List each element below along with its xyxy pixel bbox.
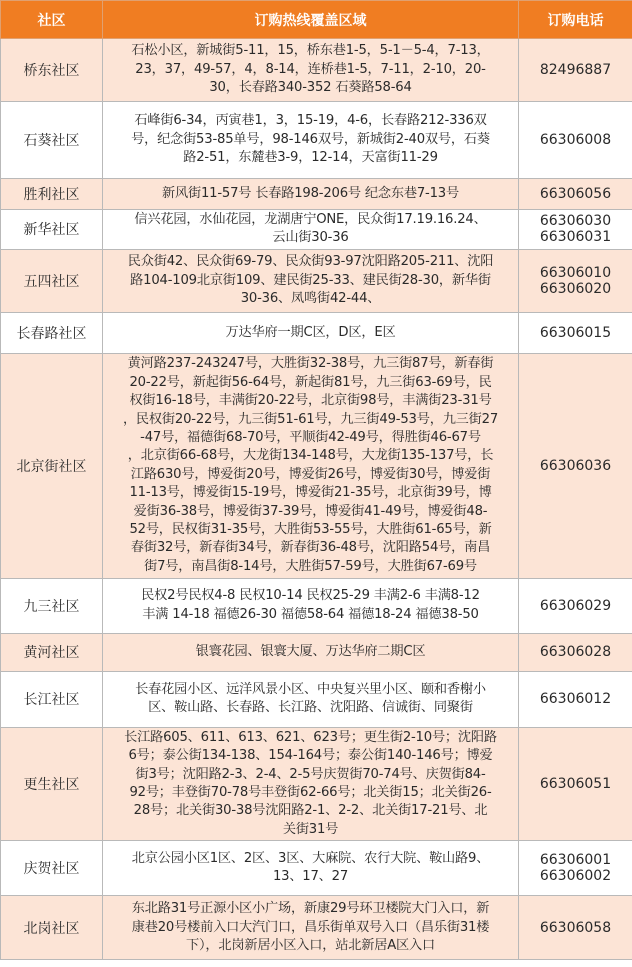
phone-number: 66306010 <box>539 264 612 281</box>
coverage-area-line: 30-36、凤鸣街42-44、 <box>240 291 381 307</box>
header-area: 订购热线覆盖区域 <box>103 1 519 39</box>
table-row <box>1 896 632 960</box>
coverage-area-line: 区、鞍山路、长春路、长江路、沈阳路、信诚街、同聚街 <box>148 700 473 716</box>
coverage-area <box>103 353 519 578</box>
coverage-area <box>103 727 519 840</box>
table-row <box>1 578 632 633</box>
coverage-area-line: 江路630号，博爱街20号，博爱街26号，博爱街30号，博爱街 <box>130 466 491 482</box>
coverage-area-line: 东北路31号正源小区小广场，新康29号环卫楼院大门入口，新 <box>131 901 490 917</box>
coverage-area-line: 北京公园小区1区、2区、3区、大麻院、农行大院、鞍山路9、 <box>131 850 490 866</box>
coverage-area <box>103 841 519 896</box>
phone-number: 66306008 <box>539 132 612 148</box>
phone-number: 82496887 <box>539 62 612 78</box>
phone-number: 66306029 <box>539 597 612 614</box>
table-row <box>1 312 632 353</box>
phone-cell <box>519 102 632 179</box>
coverage-area-line: 28号；北关街30-38号沈阳路2-1、2-2、北关街17-21号、北 <box>133 803 488 819</box>
coverage-area-line: 云山街30-36 <box>272 230 349 246</box>
phone-number-secondary: 66306031 <box>539 229 612 246</box>
coverage-area-line: 路104-109北京街109、建民街25-33、建民街28-30，新华街 <box>130 272 491 288</box>
coverage-area-line: 丰满 14-18 福德26-30 福德58-64 福德18-24 福德38-50 <box>142 606 479 622</box>
community-name: 桥东社区 <box>1 39 103 102</box>
coverage-area-line: 民权2号民权4-8 民权10-14 民权25-29 丰满2-6 丰满8-12 <box>141 588 480 604</box>
coverage-area-line: 20-22号，新起街56-64号，新起街81号，九三街63-69号，民 <box>129 374 492 390</box>
phone-cell <box>519 312 632 353</box>
table-row <box>1 671 632 727</box>
phone-number: 66306056 <box>539 186 612 202</box>
coverage-area <box>103 578 519 633</box>
header-phone: 订购电话 <box>519 1 632 39</box>
phone-cell <box>519 841 632 896</box>
phone-number: 66306030 <box>539 213 612 230</box>
table-row <box>1 102 632 179</box>
coverage-area-line: 6号；泰公街134-138、154-164号；泰公街140-146号；博爱 <box>128 748 493 764</box>
coverage-area <box>103 102 519 179</box>
phone-number: 66306051 <box>539 776 612 793</box>
table-row <box>1 39 632 102</box>
community-name: 黄河社区 <box>1 633 103 671</box>
community-name: 北京街社区 <box>1 353 103 578</box>
coverage-area-line: 万达华府一期C区，D区，E区 <box>225 324 396 340</box>
coverage-area-line: 银寰花园、银寰大厦、万达华府二期C区 <box>195 644 426 660</box>
phone-cell <box>519 671 632 727</box>
coverage-area-line: 爱街36-38号，博爱街37-39号，博爱街41-49号，博爱街48- <box>133 503 488 519</box>
coverage-area-line: 长江路605、611、613、621、623号；更生街2-10号；沈阳路 <box>124 729 497 745</box>
coverage-area <box>103 896 519 960</box>
table-row <box>1 353 632 578</box>
coverage-area-line: 权街16-18号，丰满街20-22号，北京街98号，丰满街23-31号 <box>129 393 492 409</box>
community-name: 九三社区 <box>1 578 103 633</box>
coverage-area <box>103 671 519 727</box>
table-row <box>1 841 632 896</box>
community-name: 新华社区 <box>1 210 103 250</box>
coverage-area-line: 30，长春路340-352 石葵路58-64 <box>209 80 412 96</box>
coverage-area <box>103 312 519 353</box>
coverage-area <box>103 179 519 210</box>
coverage-area-line: 52号，民权街31-35号，大胜街53-55号，大胜街61-65号，新 <box>129 522 492 538</box>
phone-number: 66306015 <box>539 324 612 341</box>
coverage-area <box>103 633 519 671</box>
phone-cell <box>519 210 632 250</box>
coverage-area-line: 关街31号 <box>282 821 339 837</box>
table-row <box>1 179 632 210</box>
phone-number: 66306001 <box>539 852 612 869</box>
phone-cell <box>519 39 632 102</box>
community-name: 石葵社区 <box>1 102 103 179</box>
phone-cell <box>519 896 632 960</box>
coverage-area <box>103 249 519 312</box>
community-name: 胜利社区 <box>1 179 103 210</box>
phone-cell <box>519 633 632 671</box>
coverage-area-line: 石峰街6-34，丙寅巷1，3，15-19，4-6，长春路212-336双 <box>134 113 487 129</box>
phone-cell <box>519 353 632 578</box>
coverage-area-line: 康巷20号楼前入口大汽门口，昌乐街单双号入口（昌乐街31楼 <box>131 919 490 935</box>
coverage-area-line: 11-13号，博爱街15-19号，博爱街21-35号，北京街39号，博 <box>129 485 492 501</box>
coverage-area-line: ，民权街20-22号，九三街51-61号，九三街49-53号，九三街27 <box>122 411 499 427</box>
table-row <box>1 249 632 312</box>
phone-number: 66306028 <box>539 644 612 661</box>
coverage-area-line: 春街32号，新春街34号，新春街36-48号，沈阳路54号，南昌 <box>130 540 491 556</box>
coverage-area-line: 街7号，南昌街8-14号，大胜街57-59号，大胜街67-69号 <box>144 558 477 574</box>
table-row <box>1 633 632 671</box>
phone-number: 66306012 <box>539 691 612 708</box>
community-name: 庆贺社区 <box>1 841 103 896</box>
coverage-area-line: 街3号；沈阳路2-3、2-4、2-5号庆贺街70-74号、庆贺街84- <box>135 766 486 782</box>
coverage-area-line: 92号；丰登街70-78号丰登街62-66号；北关街15；北关街26- <box>129 785 492 801</box>
community-name: 长春路社区 <box>1 312 103 353</box>
coverage-area <box>103 210 519 250</box>
phone-cell <box>519 578 632 633</box>
coverage-area-line: 黄河路237-243247号，大胜街32-38号，九三街87号，新春街 <box>127 356 494 372</box>
coverage-area-line: 信兴花园，水仙花园，龙湖唐宁ONE，民众街17.19.16.24、 <box>134 212 487 227</box>
coverage-area-line: 新风街11-57号 长春路198-206号 纪念东巷7-13号 <box>162 185 459 201</box>
header-community: 社区 <box>1 1 103 39</box>
table-row <box>1 210 632 250</box>
phone-cell <box>519 179 632 210</box>
coverage-area-line: 石松小区，新城街5-11，15，桥东巷1-5，5-1－5-4，7-13， <box>131 43 490 59</box>
phone-number: 66306036 <box>539 457 612 474</box>
coverage-area-line: 路2-51，东麓巷3-9，12-14，天富街11-29 <box>183 150 438 166</box>
coverage-area <box>103 39 519 102</box>
phone-number: 66306058 <box>539 919 612 936</box>
phone-cell <box>519 727 632 840</box>
table-body <box>1 39 632 960</box>
community-name: 北岗社区 <box>1 896 103 960</box>
coverage-area-line: 下），北岗新居小区入口，站北新居A区入口 <box>186 937 435 953</box>
phone-number-secondary: 66306020 <box>539 280 612 297</box>
community-name: 长江社区 <box>1 671 103 727</box>
table-header-row <box>1 1 632 39</box>
community-name: 更生社区 <box>1 727 103 840</box>
coverage-area-line: 号，纪念街53-85单号，98-146双号，新城街2-40双号，石葵 <box>131 131 490 147</box>
coverage-area-line: -47号，福德街68-70号，平顺街42-49号，得胜街46-67号 <box>140 430 481 445</box>
coverage-area-line: 23，37，49-57，4，8-14，连桥巷1-5，7-11，2-10，20- <box>135 61 486 77</box>
table-row <box>1 727 632 840</box>
coverage-area-line: 长春花园小区、远洋风景小区、中央复兴里小区、颐和香榭小 <box>135 681 486 697</box>
coverage-area-line: ，北京街66-68号，大龙街134-148号，大龙街135-137号，长 <box>127 448 494 464</box>
coverage-area-line: 民众街42、民众街69-79、民众街93-97沈阳路205-211、沈阳 <box>127 254 494 270</box>
phone-number-secondary: 66306002 <box>539 868 612 885</box>
coverage-area-line: 13、17、27 <box>272 869 349 885</box>
phone-cell <box>519 249 632 312</box>
community-name: 五四社区 <box>1 249 103 312</box>
